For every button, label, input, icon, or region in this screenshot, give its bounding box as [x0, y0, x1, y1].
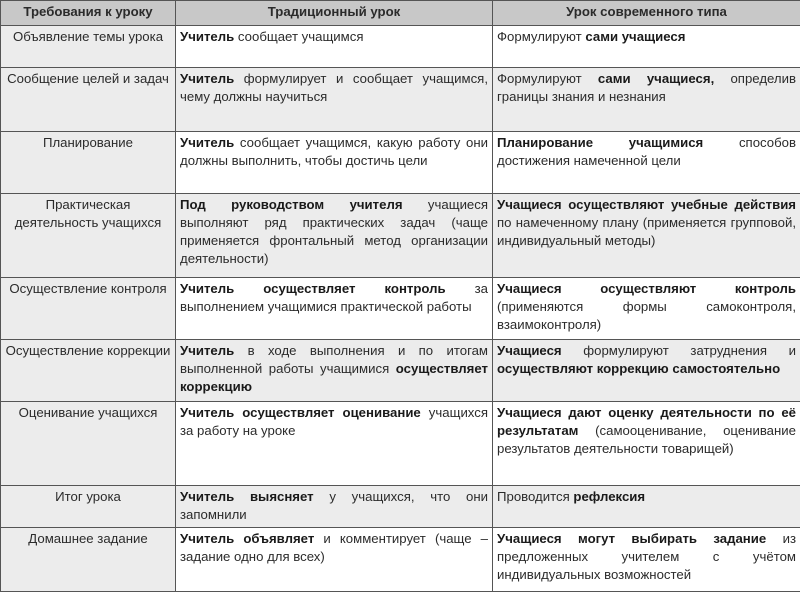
bold-text: Учитель	[180, 343, 235, 358]
text: (самооценивание, оценивание результатов деятельности товарищей)	[497, 423, 796, 456]
text: за выполнением учащимися практической работы	[180, 281, 489, 314]
text: из предложенных учителем с учётом индивидуальных возможностей	[497, 531, 796, 582]
bold-text: сами учащиеся	[585, 29, 686, 44]
text: Формулируют	[497, 71, 598, 86]
traditional-cell	[176, 278, 493, 340]
text: (применяются формы самоконтроля, взаимоконтроля)	[497, 299, 796, 332]
text: формулируют затруднения и	[561, 343, 796, 358]
traditional-cell	[176, 486, 493, 528]
header-requirements: Требования к уроку	[1, 1, 176, 26]
traditional-cell	[176, 340, 493, 402]
bold-text: осуществляет коррекцию	[180, 361, 488, 394]
traditional-cell	[176, 402, 493, 486]
text: и комментирует (чаще – задание одно для всех)	[180, 531, 489, 564]
requirement-cell: Домашнее задание	[1, 528, 176, 592]
modern-cell	[493, 528, 800, 592]
bold-text: Учитель осуществляет оценивание	[180, 405, 421, 420]
modern-cell	[493, 132, 800, 194]
table-row	[1, 402, 800, 486]
table-row	[1, 68, 800, 132]
header-traditional: Традиционный урок	[176, 1, 493, 26]
requirement-cell: Осуществление контроля	[1, 278, 176, 340]
table-row	[1, 528, 800, 592]
requirement-cell: Итог урока	[1, 486, 176, 528]
bold-text: дают оценку деятельности по её результатам	[497, 405, 797, 438]
traditional-cell	[176, 26, 493, 68]
header-row	[1, 1, 800, 26]
requirement-cell: Объявление темы урока	[1, 26, 176, 68]
text: у учащихся, что они запомнили	[180, 489, 488, 522]
modern-cell	[493, 402, 800, 486]
header-modern: Урок современного типа	[493, 1, 800, 26]
bold-text: Учащиеся осуществляют контроль	[497, 281, 796, 296]
table-row	[1, 278, 800, 340]
requirement-cell: Планирование	[1, 132, 176, 194]
bold-text: Учитель осуществляет контроль	[180, 281, 446, 296]
text: в ходе выполнения и по итогам выполненной работы учащимися	[180, 343, 488, 376]
modern-cell	[493, 278, 800, 340]
requirement-cell: Осуществление коррекции	[1, 340, 176, 402]
text: определив границы знания и незнания	[497, 71, 796, 104]
bold-text: Учитель выясняет	[180, 489, 314, 504]
modern-cell	[493, 486, 800, 528]
bold-text: Учитель объявляет	[180, 531, 315, 546]
modern-cell	[493, 26, 800, 68]
bold-text: Учитель	[180, 71, 235, 86]
text: Формулируют	[497, 29, 586, 44]
table-body	[1, 26, 800, 592]
bold-text: Учащиеся	[497, 343, 562, 358]
text: учащиеся выполняют ряд практических задач (чаще применяется фронтальный метод организации деятельности)	[180, 197, 488, 266]
bold-text: Учитель	[180, 135, 235, 150]
text: способов достижения намеченной цели	[497, 135, 796, 168]
bold-text: Учащиеся	[497, 405, 562, 420]
text: учащихся за работу на уроке	[180, 405, 488, 438]
requirement-cell: Сообщение целей и задач	[1, 68, 176, 132]
traditional-cell	[176, 68, 493, 132]
text: сообщает учащимся	[234, 29, 364, 44]
text: сообщает учащимся, какую работу они должны выполнить, чтобы достичь цели	[180, 135, 488, 168]
text: формулирует и сообщает учащимся, чему должны научиться	[180, 71, 488, 104]
bold-text: Планирование учащимися	[497, 135, 704, 150]
traditional-cell	[176, 194, 493, 278]
requirement-cell: Оценивание учащихся	[1, 402, 176, 486]
text: Проводится	[497, 489, 574, 504]
modern-cell	[493, 340, 800, 402]
bold-text: Учащиеся осуществляют учебные действия	[497, 197, 796, 212]
traditional-cell	[176, 132, 493, 194]
table-row	[1, 340, 800, 402]
modern-cell	[493, 68, 800, 132]
bold-text: Учащиеся могут выбирать задание	[497, 531, 767, 546]
bold-text: Под руководством учителя	[180, 197, 403, 212]
requirement-cell: Практическая деятельность учащихся	[1, 194, 176, 278]
bold-text: сами учащиеся,	[597, 71, 715, 86]
table-row	[1, 26, 800, 68]
text: по намеченному плану (применяется групповой, индивидуальный методы)	[497, 215, 796, 248]
table-row	[1, 194, 800, 278]
bold-text: рефлексия	[573, 489, 646, 504]
bold-text: Учитель	[180, 29, 235, 44]
modern-cell	[493, 194, 800, 278]
traditional-cell	[176, 528, 493, 592]
table-row	[1, 132, 800, 194]
table-row	[1, 486, 800, 528]
bold-text: осуществляют коррекцию самостоятельно	[497, 361, 781, 376]
